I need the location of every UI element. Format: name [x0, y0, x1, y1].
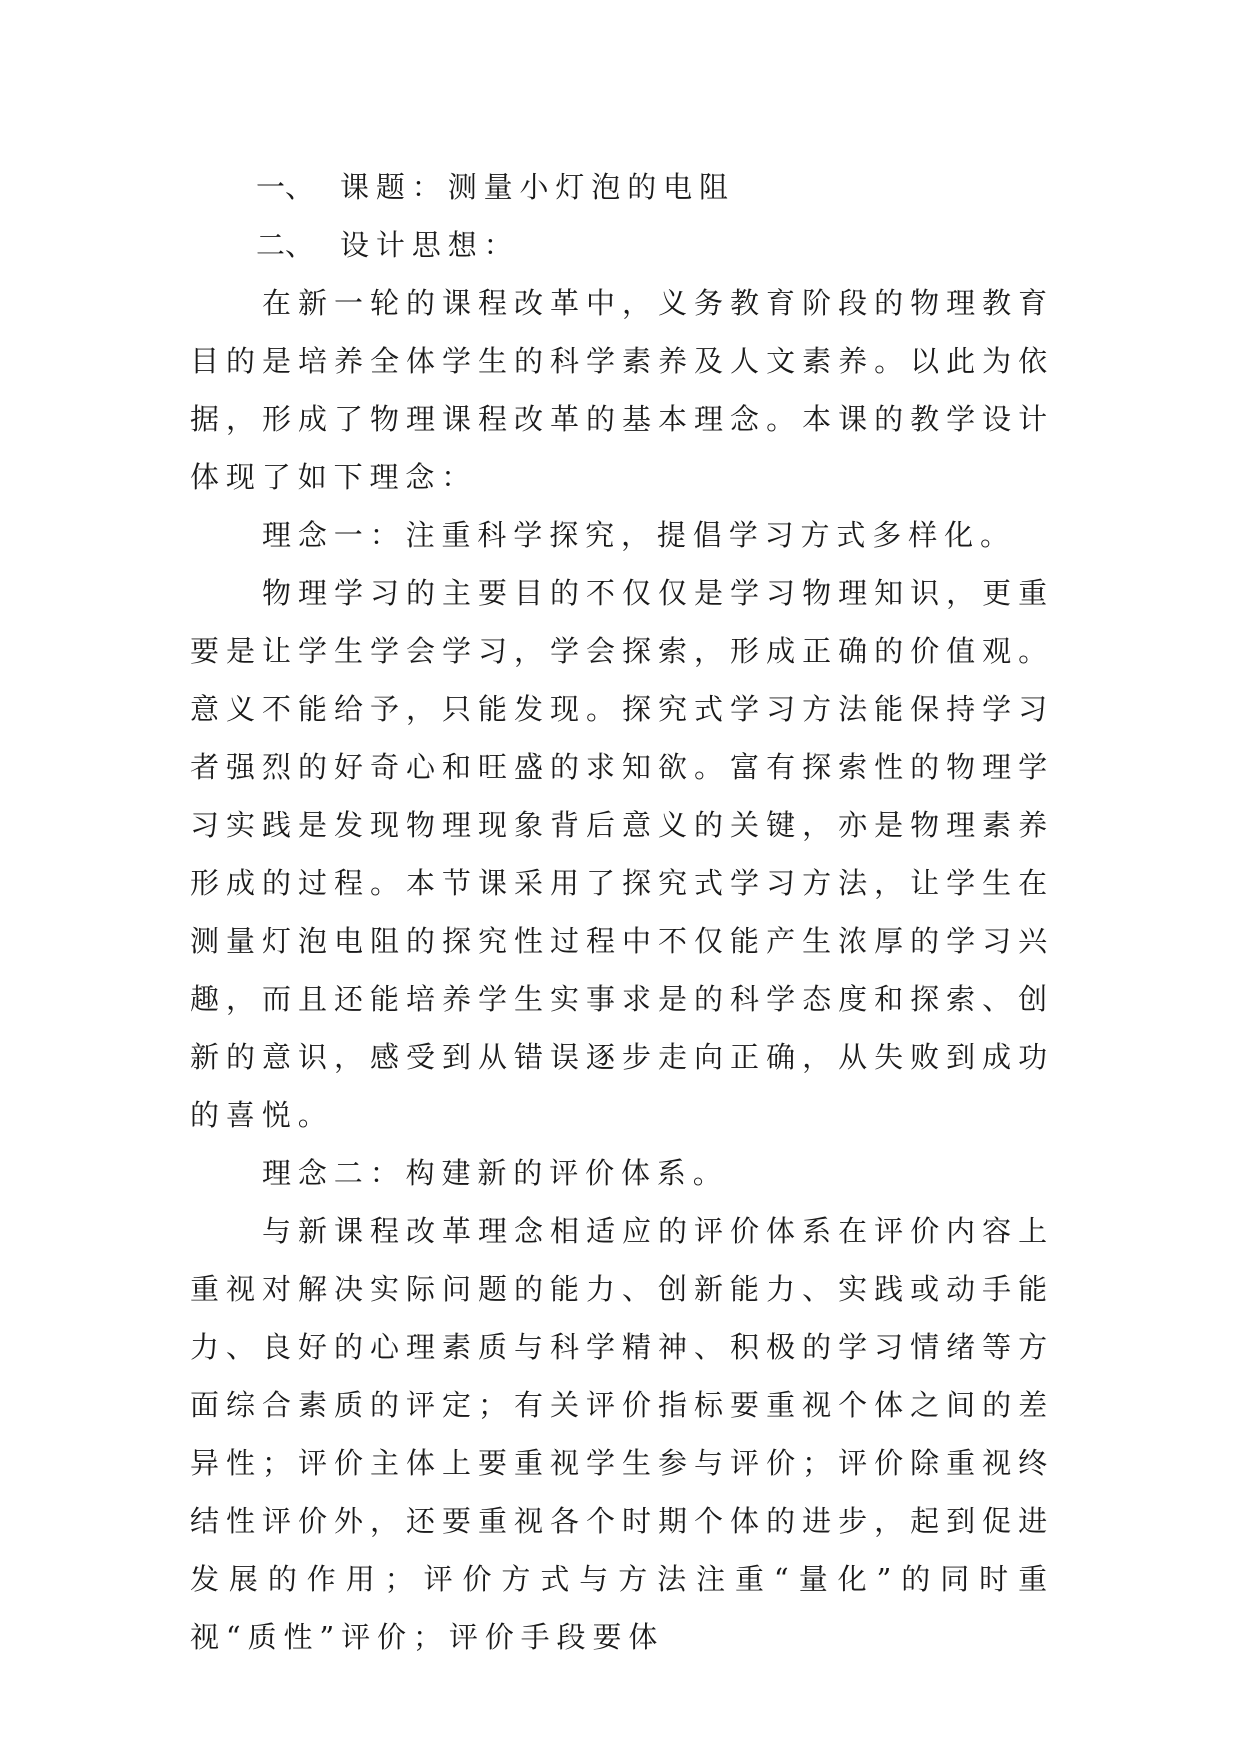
heading-text: 课题：测量小灯泡的电阻 — [340, 170, 735, 204]
heading-topic — [190, 158, 1054, 216]
heading-design-idea — [190, 216, 1054, 274]
heading-number: 一、 — [256, 170, 315, 204]
heading-number: 二、 — [256, 228, 315, 262]
paragraph-concept-one-body: 物理学习的主要目的不仅仅是学习物理知识，更重要是让学生学会学习，学会探索，形成正确的价值观。意义不能给予，只能发现。探究式学习方法能保持学习者强烈的好奇心和旺盛的求知欲。富有探索性的物理学习实践是发现物理现象背后意义的关键，亦是物理素养形成的过程。本节课采用了探究式学习方法，让学生在测量灯泡电阻的探究性过程中不仅能产生浓厚的学习兴趣，而且还能培养学生实事求是的科学态度和探索、创新的意识，感受到从错误逐步走向正确，从失败到成功的喜悦。 — [190, 576, 1054, 1132]
paragraph-intro: 在新一轮的课程改革中，义务教育阶段的物理教育目的是培养全体学生的科学素养及人文素养。以此为依据，形成了物理课程改革的基本理念。本课的教学设计体现了如下理念： — [190, 286, 1054, 494]
heading-text: 设计思想： — [340, 228, 520, 262]
document-body — [190, 158, 1054, 1666]
paragraph-concept-two-body: 与新课程改革理念相适应的评价体系在评价内容上重视对解决实际问题的能力、创新能力、实践或动手能力、良好的心理素质与科学精神、积极的学习情绪等方面综合素质的评定；有关评价指标要重视个体之间的差异性；评价主体上要重视学生参与评价；评价除重视终结性评价外，还要重视各个时期个体的进步，起到促进发展的作用；评价方式与方法注重“量化”的同时重视“质性”评价；评价手段要体 — [190, 1214, 1054, 1654]
paragraph-concept-two-title: 理念二：构建新的评价体系。 — [262, 1156, 729, 1190]
paragraph-concept-one-title: 理念一：注重科学探究，提倡学习方式多样化。 — [262, 518, 1016, 552]
